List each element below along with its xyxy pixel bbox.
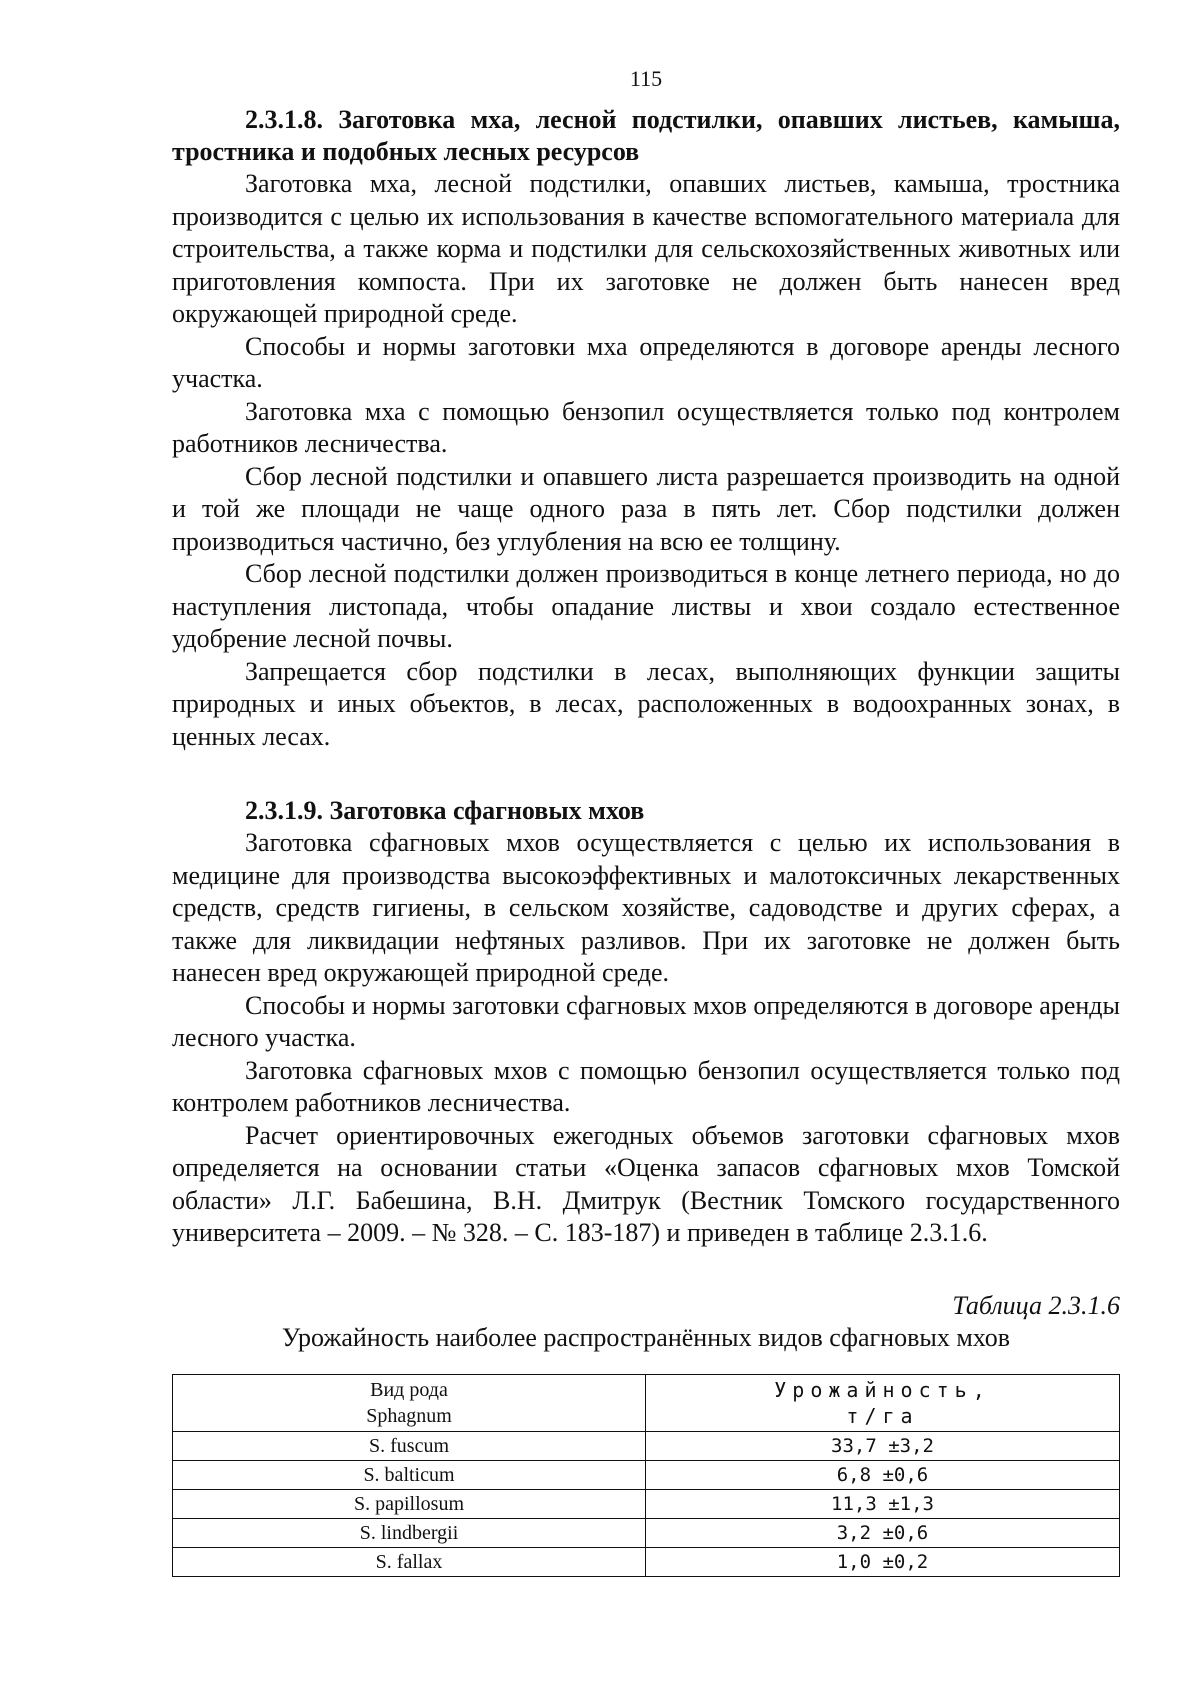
table-row: [173, 1547, 1120, 1576]
table-row: [173, 1489, 1120, 1518]
header-species-line2: Sphagnum: [366, 1404, 452, 1427]
section-heading-2-3-1-8: 2.3.1.8. Заготовка мха, лесной подстилки, опавших листьев, камыша, тростника и подобных лесных ресурсов: [172, 105, 1120, 166]
paragraph: Заготовка сфагновых мхов осуществляется с целью их использования в медицине для производства высокоэффективных и малотоксичных лекарственных средств, средств гигиены, в сельском хозяйстве, садоводстве и других сферах, а также для ликвидации нефтяных разливов. При их заготовке не должен быть нанесен вред окружающей природной среде.: [172, 828, 1120, 987]
species-cell: S. lindbergii: [173, 1518, 646, 1547]
paragraph: Запрещается сбор подстилки в лесах, выполняющих функции защиты природных и иных объектов, в лесах, расположенных в водоохранных зонах, в ценных лесах.: [172, 656, 1120, 751]
document-page: [172, 66, 1120, 1577]
paragraph: Заготовка сфагновых мхов с помощью бензопил осуществляется только под контролем работников лесничества.: [172, 1055, 1120, 1117]
paragraph: Заготовка мха с помощью бензопил осуществляется только под контролем работников лесничества.: [172, 396, 1120, 458]
header-yield: [646, 1374, 1120, 1431]
paragraph: Заготовка мха, лесной подстилки, опавших листьев, камыша, тростника производится с целью их использования в качестве вспомогательного материала для строительства, а также корма и подстилки для сельскохозяйственных животных или приготовления компоста. При их заготовке не должен быть нанесен вред окружающей природной среде.: [172, 169, 1120, 328]
species-cell: S. balticum: [173, 1460, 646, 1489]
header-yield-line2: т/га: [846, 1403, 919, 1428]
yield-cell: 3,2 ±0,6: [646, 1518, 1120, 1547]
table-row: [173, 1518, 1120, 1547]
yield-cell: 11,3 ±1,3: [646, 1489, 1120, 1518]
yield-table: [172, 1374, 1120, 1577]
yield-cell: 6,8 ±0,6: [646, 1460, 1120, 1489]
paragraph: Способы и нормы заготовки сфагновых мхов определяются в договоре аренды лесного участка.: [172, 990, 1120, 1052]
yield-cell: 1,0 ±0,2: [646, 1547, 1120, 1576]
paragraph: Расчет ориентировочных ежегодных объемов заготовки сфагновых мхов определяется на основании статьи «Оценка запасов сфагновых мхов Томской области» Л.Г. Бабешина, В.Н. Дмитрук (Вестник Томского государственного университета – 2009. – № 328. – С. 183-187) и приведен в таблице 2.3.1.6.: [172, 1120, 1120, 1247]
species-cell: S. fuscum: [173, 1431, 646, 1460]
species-cell: S. papillosum: [173, 1489, 646, 1518]
header-yield-line1: Урожайность,: [774, 1377, 991, 1402]
paragraph: Сбор лесной подстилки должен производиться в конце летнего периода, но до наступления листопада, чтобы опадание листвы и хвои создало естественное удобрение лесной почвы.: [172, 559, 1120, 653]
header-species-line1: Вид рода: [370, 1378, 448, 1401]
table-header-row: [173, 1374, 1120, 1431]
section-heading-2-3-1-9: 2.3.1.9. Заготовка сфагновых мхов: [245, 796, 645, 825]
yield-cell: 33,7 ±3,2: [646, 1431, 1120, 1460]
paragraph: Способы и нормы заготовки мха определяются в договоре аренды лесного участка.: [172, 331, 1120, 393]
table-row: [173, 1431, 1120, 1460]
table-title: Урожайность наиболее распространённых видов сфагновых мхов: [281, 1322, 1011, 1352]
table-row: [173, 1460, 1120, 1489]
page-number: 115: [629, 66, 663, 91]
species-cell: S. fallax: [173, 1547, 646, 1576]
header-species: [173, 1374, 646, 1431]
paragraph: Сбор лесной подстилки и опавшего листа разрешается производить на одной и той же площади не чаще одного раза в пять лет. Сбор подстилки должен производиться частично, без углубления на всю ее толщину.: [172, 461, 1120, 556]
table-label: Таблица 2.3.1.6: [952, 1290, 1120, 1320]
